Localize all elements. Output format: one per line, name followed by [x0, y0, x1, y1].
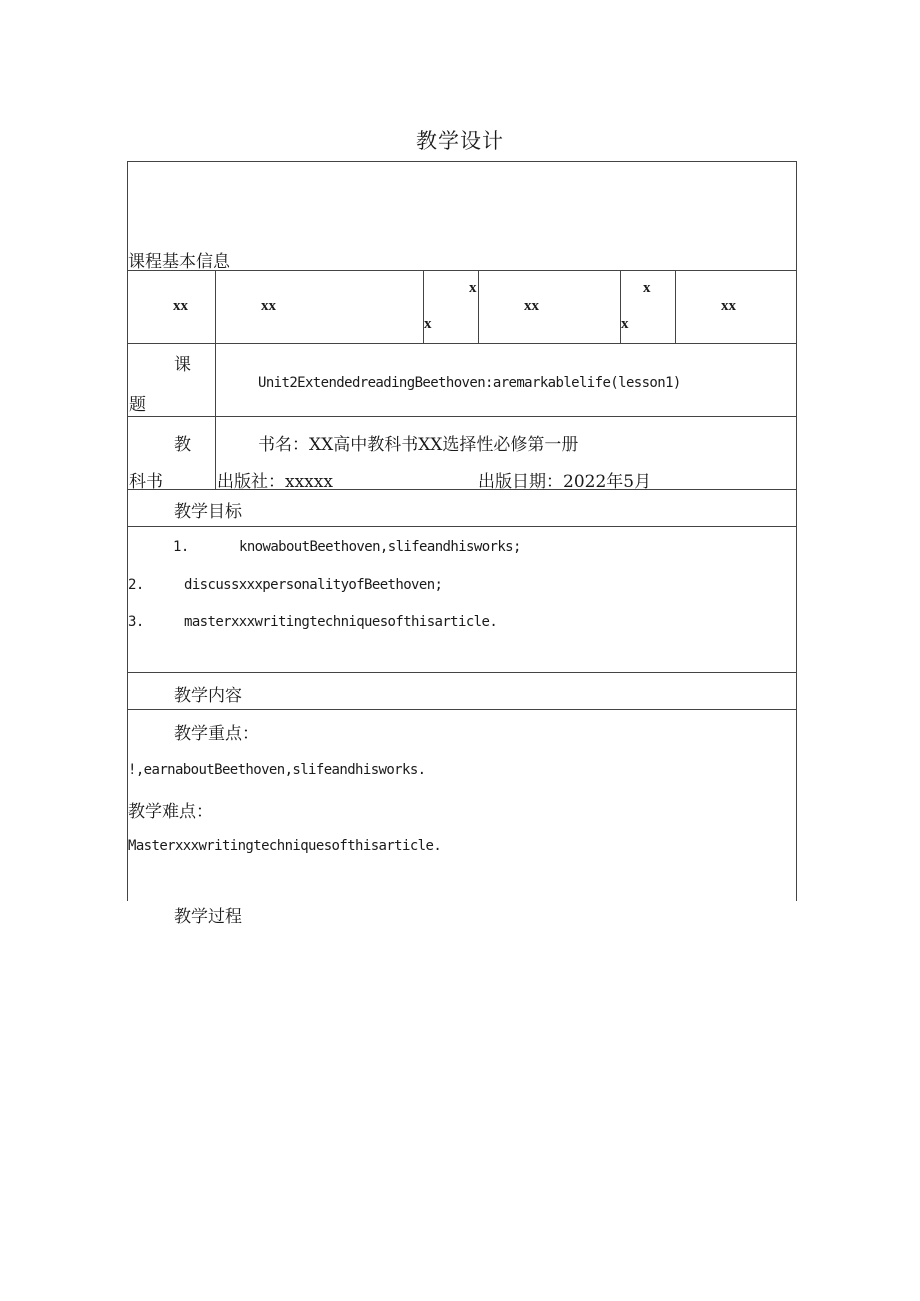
col-divider	[675, 270, 676, 343]
key-point-label: 教学重点：	[174, 724, 259, 744]
basic-info-label: 课程基本信息	[128, 252, 230, 272]
info-cell-4: xx	[524, 298, 539, 314]
row-divider	[127, 672, 797, 673]
row-divider	[127, 526, 797, 527]
info-cell-1: xx	[173, 298, 188, 314]
info-cell-5a: x	[643, 280, 651, 296]
row-divider	[127, 709, 797, 710]
objective-3-num: 3.	[128, 614, 144, 630]
textbook-book-name: 书名：XX高中教科书XX选择性必修第一册	[258, 435, 579, 455]
textbook-publisher: 出版社：xxxxx	[217, 472, 333, 492]
topic-label-2: 题	[129, 395, 146, 415]
textbook-label-1: 教	[174, 435, 191, 455]
key-point-text: !,earnaboutBeethoven,slifeandhisworks.	[128, 762, 426, 778]
row-divider	[127, 416, 797, 417]
objective-3-text: masterxxxwritingtechniquesofthisarticle.	[184, 614, 498, 630]
lesson-table	[127, 161, 797, 901]
col-divider	[478, 270, 479, 343]
info-cell-5b: x	[621, 316, 629, 332]
difficulty-label: 教学难点：	[128, 802, 213, 822]
textbook-label-2: 科书	[129, 472, 163, 492]
col-divider	[215, 270, 216, 343]
objective-2-num: 2.	[128, 577, 144, 593]
info-cell-6: xx	[721, 298, 736, 314]
objective-1-text: knowaboutBeethoven,slifeandhisworks;	[239, 539, 521, 555]
textbook-pub-date: 出版日期：2022年5月	[478, 472, 652, 492]
objective-1-num: 1.	[173, 539, 189, 555]
topic-value: Unit2ExtendedreadingBeethoven:aremarkablelife(lesson1)	[258, 375, 681, 391]
content-heading: 教学内容	[174, 686, 242, 706]
row-divider	[127, 343, 797, 344]
info-cell-2: xx	[261, 298, 276, 314]
objective-2-text: discussxxxpersonalityofBeethoven;	[184, 577, 443, 593]
objectives-heading: 教学目标	[174, 502, 242, 522]
document-title: 教学设计	[416, 129, 504, 153]
difficulty-text: Masterxxxwritingtechniquesofthisarticle.	[128, 838, 442, 854]
topic-label-1: 课	[174, 355, 191, 375]
process-heading: 教学过程	[174, 907, 242, 927]
col-divider	[215, 343, 216, 489]
info-cell-3b: x	[424, 316, 432, 332]
info-cell-3a: x	[469, 280, 477, 296]
